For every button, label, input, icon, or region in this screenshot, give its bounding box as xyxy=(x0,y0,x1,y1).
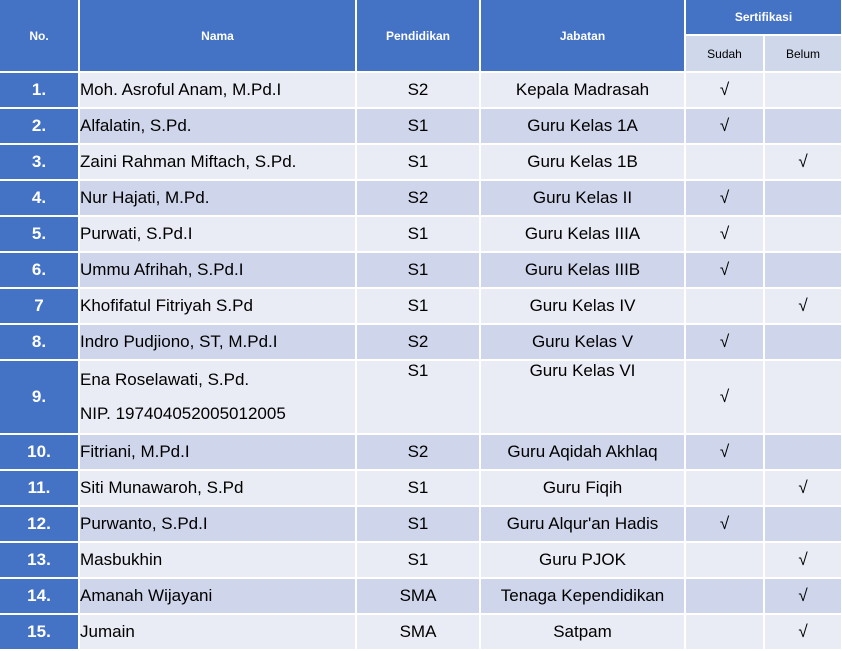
row-pendidikan: S2 xyxy=(356,72,480,108)
header-jabatan: Jabatan xyxy=(480,0,685,72)
row-nama: Nur Hajati, M.Pd. xyxy=(79,180,356,216)
row-number: 11. xyxy=(0,470,79,506)
row-sudah xyxy=(685,144,764,180)
row-jabatan: Guru Kelas IIIB xyxy=(480,252,685,288)
row-pendidikan: S1 xyxy=(356,360,480,434)
row-jabatan: Kepala Madrasah xyxy=(480,72,685,108)
row-number: 7 xyxy=(0,288,79,324)
row-belum xyxy=(764,180,842,216)
row-pendidikan: SMA xyxy=(356,578,480,614)
row-sudah: √ xyxy=(685,216,764,252)
row-pendidikan: S1 xyxy=(356,108,480,144)
row-belum xyxy=(764,108,842,144)
table-row xyxy=(0,506,842,542)
row-nama: Khofifatul Fitriyah S.Pd xyxy=(79,288,356,324)
row-number: 12. xyxy=(0,506,79,542)
table-row xyxy=(0,144,842,180)
row-pendidikan: S1 xyxy=(356,470,480,506)
row-jabatan: Guru Alqur'an Hadis xyxy=(480,506,685,542)
row-sudah: √ xyxy=(685,180,764,216)
row-pendidikan: S1 xyxy=(356,216,480,252)
row-sudah: √ xyxy=(685,434,764,470)
row-pendidikan: S1 xyxy=(356,542,480,578)
row-jabatan: Guru Aqidah Akhlaq xyxy=(480,434,685,470)
row-sudah: √ xyxy=(685,360,764,434)
row-nama: Purwanto, S.Pd.I xyxy=(79,506,356,542)
row-belum xyxy=(764,216,842,252)
table-row xyxy=(0,252,842,288)
row-belum xyxy=(764,324,842,360)
table-row xyxy=(0,180,842,216)
row-nip: NIP. 197404052005012005 xyxy=(80,404,286,423)
row-pendidikan: S1 xyxy=(356,144,480,180)
row-nama: Jumain xyxy=(79,614,356,650)
header-sertifikasi: Sertifikasi xyxy=(685,0,842,35)
row-number: 3. xyxy=(0,144,79,180)
row-jabatan: Guru PJOK xyxy=(480,542,685,578)
header-belum: Belum xyxy=(764,35,842,72)
row-nama: Zaini Rahman Miftach, S.Pd. xyxy=(79,144,356,180)
row-jabatan: Guru Fiqih xyxy=(480,470,685,506)
table-row xyxy=(0,288,842,324)
row-pendidikan: S1 xyxy=(356,506,480,542)
row-number: 2. xyxy=(0,108,79,144)
row-belum: √ xyxy=(764,470,842,506)
row-sudah: √ xyxy=(685,72,764,108)
row-nama xyxy=(79,360,356,434)
row-number: 6. xyxy=(0,252,79,288)
row-belum: √ xyxy=(764,144,842,180)
row-sudah xyxy=(685,470,764,506)
row-pendidikan: S1 xyxy=(356,288,480,324)
row-belum xyxy=(764,360,842,434)
row-jabatan: Guru Kelas VI xyxy=(480,360,685,434)
row-number: 10. xyxy=(0,434,79,470)
row-belum: √ xyxy=(764,542,842,578)
row-belum: √ xyxy=(764,578,842,614)
row-sudah xyxy=(685,578,764,614)
row-jabatan: Guru Kelas 1B xyxy=(480,144,685,180)
row-nama-text: Ena Roselawati, S.Pd. xyxy=(80,370,250,389)
row-number: 1. xyxy=(0,72,79,108)
row-sudah: √ xyxy=(685,108,764,144)
row-number: 13. xyxy=(0,542,79,578)
row-jabatan: Tenaga Kependidikan xyxy=(480,578,685,614)
row-pendidikan: SMA xyxy=(356,614,480,650)
header-nama: Nama xyxy=(79,0,356,72)
row-nama: Siti Munawaroh, S.Pd xyxy=(79,470,356,506)
row-pendidikan: S2 xyxy=(356,434,480,470)
row-belum: √ xyxy=(764,288,842,324)
row-pendidikan: S2 xyxy=(356,180,480,216)
table-row xyxy=(0,324,842,360)
row-jabatan: Guru Kelas 1A xyxy=(480,108,685,144)
header-no: No. xyxy=(0,0,79,72)
row-sudah: √ xyxy=(685,324,764,360)
row-number: 5. xyxy=(0,216,79,252)
row-nama: Purwati, S.Pd.I xyxy=(79,216,356,252)
row-nama: Amanah Wijayani xyxy=(79,578,356,614)
table-row xyxy=(0,108,842,144)
table-row xyxy=(0,72,842,108)
row-nama: Alfalatin, S.Pd. xyxy=(79,108,356,144)
row-number: 4. xyxy=(0,180,79,216)
row-sudah: √ xyxy=(685,506,764,542)
table-row xyxy=(0,542,842,578)
row-pendidikan: S1 xyxy=(356,252,480,288)
row-belum xyxy=(764,434,842,470)
row-jabatan: Satpam xyxy=(480,614,685,650)
row-sudah: √ xyxy=(685,252,764,288)
row-number: 9. xyxy=(0,360,79,434)
row-sudah xyxy=(685,288,764,324)
row-number: 15. xyxy=(0,614,79,650)
row-jabatan: Guru Kelas II xyxy=(480,180,685,216)
row-jabatan: Guru Kelas IIIA xyxy=(480,216,685,252)
table-row xyxy=(0,216,842,252)
row-belum: √ xyxy=(764,614,842,650)
row-nama: Moh. Asroful Anam, M.Pd.I xyxy=(79,72,356,108)
table-row xyxy=(0,578,842,614)
row-number: 8. xyxy=(0,324,79,360)
row-sudah xyxy=(685,542,764,578)
row-nama: Indro Pudjiono, ST, M.Pd.I xyxy=(79,324,356,360)
table-row xyxy=(0,434,842,470)
row-pendidikan: S2 xyxy=(356,324,480,360)
table-row xyxy=(0,360,842,434)
table-body xyxy=(0,72,842,650)
row-jabatan: Guru Kelas IV xyxy=(480,288,685,324)
row-nama: Fitriani, M.Pd.I xyxy=(79,434,356,470)
row-nama: Ummu Afrihah, S.Pd.I xyxy=(79,252,356,288)
header-pendidikan: Pendidikan xyxy=(356,0,480,72)
header-sudah: Sudah xyxy=(685,35,764,72)
row-belum xyxy=(764,72,842,108)
table-row xyxy=(0,470,842,506)
row-belum xyxy=(764,252,842,288)
row-belum xyxy=(764,506,842,542)
row-jabatan: Guru Kelas V xyxy=(480,324,685,360)
row-nama: Masbukhin xyxy=(79,542,356,578)
row-number: 14. xyxy=(0,578,79,614)
